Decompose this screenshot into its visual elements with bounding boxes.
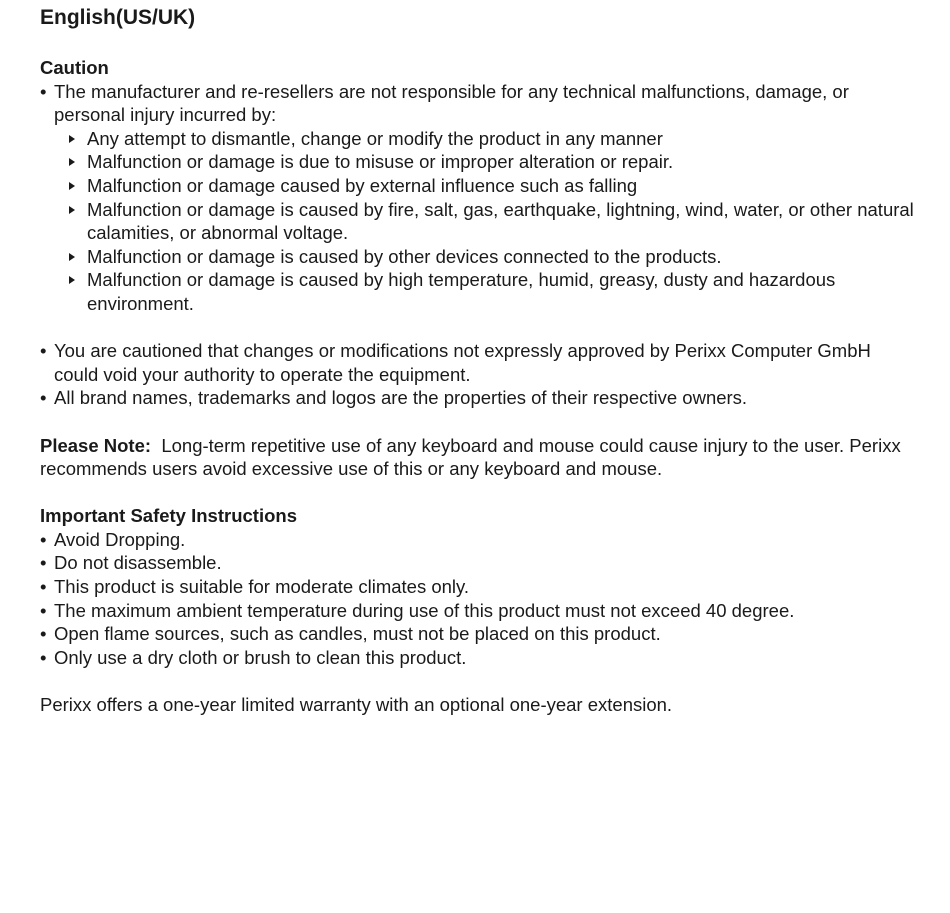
caution-bullet-liability — [40, 80, 920, 316]
spacer — [40, 669, 920, 693]
caution-heading: Caution — [40, 57, 109, 78]
caution-bullet-modifications: • You are cautioned that changes or modifications not expressly approved by Perixx Computer GmbH could void your authority to operate the equipment. — [40, 339, 920, 386]
spacer — [40, 481, 920, 505]
liability-sub-item: Malfunction or damage is caused by fire, salt, gas, earthquake, lightning, wind, water, or other natural calamities, or abnormal voltage. — [61, 198, 920, 245]
warranty-text: Perixx offers a one-year limited warranty with an optional one-year extension. — [40, 694, 673, 716]
liability-sub-item: Malfunction or damage is due to misuse or improper alteration or repair. — [61, 150, 920, 174]
safety-item: • Avoid Dropping. — [40, 528, 920, 552]
caution-bullet-text: The manufacturer and re-resellers are not responsible for any technical malfunctions, damage, or personal injury incurred by: — [54, 80, 849, 126]
note-label: Please Note: — [40, 434, 152, 456]
safety-heading: Important Safety Instructions — [40, 505, 297, 527]
caution-list — [40, 80, 920, 316]
liability-sub-list — [61, 127, 920, 316]
liability-sub-item: Malfunction or damage caused by external influence such as falling — [61, 174, 920, 198]
language-title: English(US/UK) — [40, 6, 196, 29]
safety-item: • Do not disassemble. — [40, 551, 920, 575]
caution-more-list — [40, 339, 920, 410]
safety-item: • This product is suitable for moderate climates only. — [40, 575, 920, 599]
safety-item: • Only use a dry cloth or brush to clean this product. — [40, 646, 920, 670]
note-text: Long-term repetitive use of any keyboard and mouse could cause injury to the user. Perixx recommends users avoid excessive use of this or any keyboard and mouse. — [40, 434, 901, 480]
liability-sub-item: Malfunction or damage is caused by other devices connected to the products. — [61, 245, 920, 269]
caution-bullet-trademarks: • All brand names, trademarks and logos are the properties of their respective owners. — [40, 386, 920, 410]
note-paragraph — [40, 434, 920, 481]
safety-item: • Open flame sources, such as candles, must not be placed on this product. — [40, 622, 920, 646]
spacer — [40, 410, 920, 434]
liability-sub-item: Any attempt to dismantle, change or modify the product in any manner — [61, 127, 920, 151]
liability-sub-item: Malfunction or damage is caused by high temperature, humid, greasy, dusty and hazardous environment. — [61, 268, 920, 315]
safety-item: • The maximum ambient temperature during use of this product must not exceed 40 degree. — [40, 599, 920, 623]
safety-list — [40, 528, 920, 670]
document-content — [40, 5, 920, 717]
spacer — [40, 316, 920, 340]
